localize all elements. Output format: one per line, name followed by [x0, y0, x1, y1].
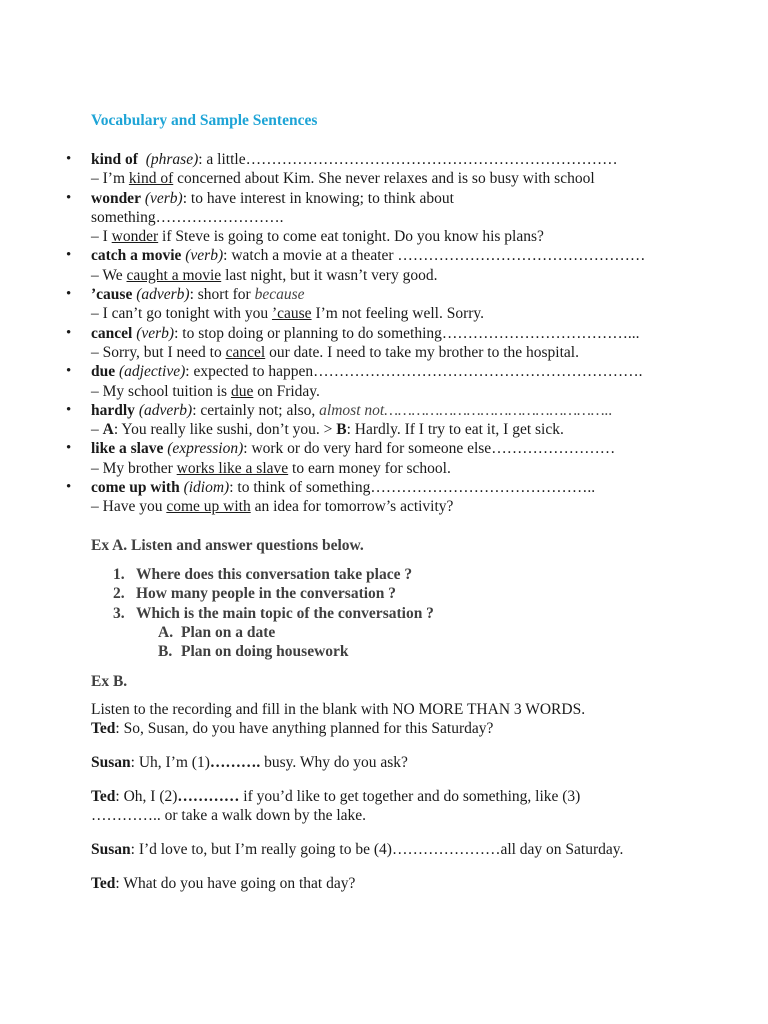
- dialog-text: busy. Why do you ask?: [260, 754, 408, 771]
- dialog-line: [91, 840, 731, 859]
- example-text: : You really like sushi, don’t you. >: [113, 421, 337, 439]
- bullet-icon: •: [66, 286, 72, 303]
- example-text: last night, but it wasn’t very good.: [221, 266, 438, 284]
- bullet-icon: •: [66, 440, 72, 457]
- vocab-definition: : work or do very hard for someone else……………………: [243, 440, 616, 458]
- speaker-a: A: [102, 421, 114, 439]
- vocab-definition: : a little………………………………………………………………: [198, 151, 618, 168]
- option-item: [158, 623, 349, 642]
- exercise-b-instruction: Listen to the recording and fill in the blank with NO MORE THAN 3 WORDS.: [91, 701, 586, 718]
- vocab-definition: : certainly not; also,: [192, 401, 320, 419]
- speaker-b: B: [336, 421, 347, 439]
- example-term: works like a slave: [176, 459, 289, 477]
- example-text: – We: [91, 266, 127, 284]
- example-text: – My school tuition is: [91, 382, 231, 400]
- exercise-a-questions: [113, 565, 434, 623]
- vocab-item: [66, 150, 731, 189]
- example-text: I’m not feeling well. Sorry.: [311, 305, 485, 323]
- vocab-item: [66, 362, 731, 401]
- vocab-term: hardly: [91, 401, 135, 419]
- option-item: [158, 642, 349, 661]
- vocab-item: [66, 246, 731, 285]
- dialog-text: : So, Susan, do you have anything planned for this Saturday?: [115, 720, 494, 738]
- question-number: 3.: [113, 604, 125, 622]
- example-text: to earn money for school.: [288, 459, 451, 477]
- speaker-name: Ted: [91, 788, 116, 805]
- bullet-icon: •: [66, 151, 72, 167]
- question-item: [113, 565, 434, 584]
- option-letter: B.: [158, 643, 173, 661]
- vocab-definition: : to have interest in knowing; to think about: [182, 189, 454, 207]
- speaker-name: Ted: [91, 875, 116, 892]
- bullet-icon: •: [66, 479, 72, 496]
- vocab-item: [66, 401, 731, 440]
- vocab-definition: : expected to happen……………………………………………………….: [185, 363, 643, 381]
- vocab-item: [66, 478, 731, 517]
- example-text: if Steve is going to come eat tonight. Do you know his plans?: [158, 228, 544, 246]
- vocab-term: like a slave: [91, 440, 164, 458]
- example-text: – I: [91, 228, 112, 246]
- option-text: Plan on a date: [181, 624, 276, 641]
- example-text: – Have you: [91, 498, 167, 516]
- dialog-text: : Uh, I’m (1): [130, 754, 210, 771]
- speaker-name: Susan: [91, 754, 131, 771]
- vocab-item: [66, 439, 731, 478]
- exercise-b-instruction-block: [91, 700, 731, 739]
- vocab-term: ’cause: [91, 286, 133, 304]
- exercise-a-options: [158, 623, 349, 662]
- question-number: 1.: [113, 566, 125, 583]
- bullet-icon: •: [66, 247, 72, 264]
- example-text: – Sorry, but I need to: [91, 343, 226, 361]
- vocab-pos: (adverb): [138, 401, 193, 419]
- example-term: caught a movie: [126, 266, 222, 284]
- vocab-pos: (phrase): [145, 151, 199, 168]
- vocab-definition-italic: almost not…………………………………………..: [319, 401, 613, 419]
- speaker-name: Ted: [91, 720, 116, 738]
- dialog-text: if you’d like to get together and do something, like (3): [239, 788, 581, 805]
- vocab-pos: (verb): [136, 324, 175, 342]
- vocab-pos: (adjective): [119, 363, 186, 381]
- vocab-definition-cont: something…………………….: [91, 208, 284, 226]
- example-text: – My brother: [91, 459, 177, 477]
- dialog-text: : What do you have going on that day?: [115, 875, 356, 892]
- vocab-pos: (verb): [185, 247, 224, 265]
- vocab-definition: : short for: [189, 286, 255, 304]
- dialog-line: [91, 753, 731, 772]
- example-text: – I can’t go tonight with you: [91, 305, 272, 323]
- example-term: wonder: [111, 228, 159, 246]
- example-dash: –: [91, 421, 103, 439]
- bullet-icon: •: [66, 401, 72, 418]
- example-text: on Friday.: [253, 382, 320, 400]
- example-term: cancel: [225, 343, 266, 361]
- speaker-name: Susan: [91, 841, 131, 858]
- vocab-definition: : watch a movie at a theater …………………………………………: [223, 247, 646, 265]
- blank-2: …………: [177, 788, 240, 805]
- example-term: ’cause: [271, 305, 312, 323]
- example-text: concerned about Kim. She never relaxes and is so busy with school: [173, 170, 595, 188]
- question-item: [113, 584, 434, 603]
- vocab-definition-italic: because: [254, 286, 305, 304]
- example-term: due: [230, 382, 254, 400]
- vocab-term: cancel: [91, 324, 133, 342]
- example-term: come up with: [166, 498, 251, 516]
- question-text: Where does this conversation take place ?: [136, 566, 413, 583]
- dialog-text: : I’d love to, but I’m really going to be (4)…………………all day on Saturday.: [130, 841, 624, 858]
- dialog-text: ………….. or take a walk down by the lake.: [91, 807, 367, 825]
- exercise-b-heading: Ex B.: [91, 673, 128, 690]
- vocab-term: come up with: [91, 479, 180, 497]
- example-text: : Hardly. If I try to eat it, I get sick.: [346, 421, 564, 439]
- example-text: an idea for tomorrow’s activity?: [250, 498, 454, 516]
- option-text: Plan on doing housework: [181, 643, 349, 661]
- vocab-pos: (adverb): [136, 286, 190, 304]
- dialog-text: : Oh, I (2): [115, 788, 178, 805]
- vocab-pos: (verb): [144, 189, 183, 207]
- bullet-icon: •: [66, 363, 72, 380]
- blank-1: ……….: [209, 754, 261, 771]
- example-term: kind of: [128, 170, 174, 188]
- vocab-definition: : to stop doing or planning to do something………………………………...: [174, 324, 640, 342]
- question-text: How many people in the conversation ?: [136, 585, 397, 603]
- vocab-term: wonder: [91, 189, 141, 207]
- vocab-item: [66, 324, 731, 363]
- question-item: [113, 604, 434, 623]
- vocabulary-list: [66, 150, 731, 517]
- vocab-pos: (expression): [167, 440, 244, 458]
- page-title: Vocabulary and Sample Sentences: [91, 112, 318, 129]
- vocab-definition: : to think of something……………………………………..: [229, 479, 596, 497]
- example-text: our date. I need to take my brother to the hospital.: [265, 343, 579, 361]
- vocab-item: [66, 189, 731, 247]
- bullet-icon: •: [66, 189, 72, 206]
- dialog-line: [91, 874, 731, 893]
- vocab-term: due: [91, 363, 116, 381]
- exercise-a-heading: Ex A. Listen and answer questions below.: [91, 537, 364, 554]
- vocab-term: kind of: [91, 151, 138, 168]
- question-number: 2.: [113, 585, 125, 603]
- vocab-term: catch a movie: [91, 247, 182, 265]
- question-text: Which is the main topic of the conversation ?: [136, 604, 434, 622]
- vocab-pos: (idiom): [183, 479, 230, 497]
- dialog-line: [91, 787, 731, 826]
- vocab-item: [66, 285, 731, 324]
- example-text: – I’m: [91, 170, 129, 188]
- option-letter: A.: [158, 624, 174, 641]
- bullet-icon: •: [66, 324, 72, 341]
